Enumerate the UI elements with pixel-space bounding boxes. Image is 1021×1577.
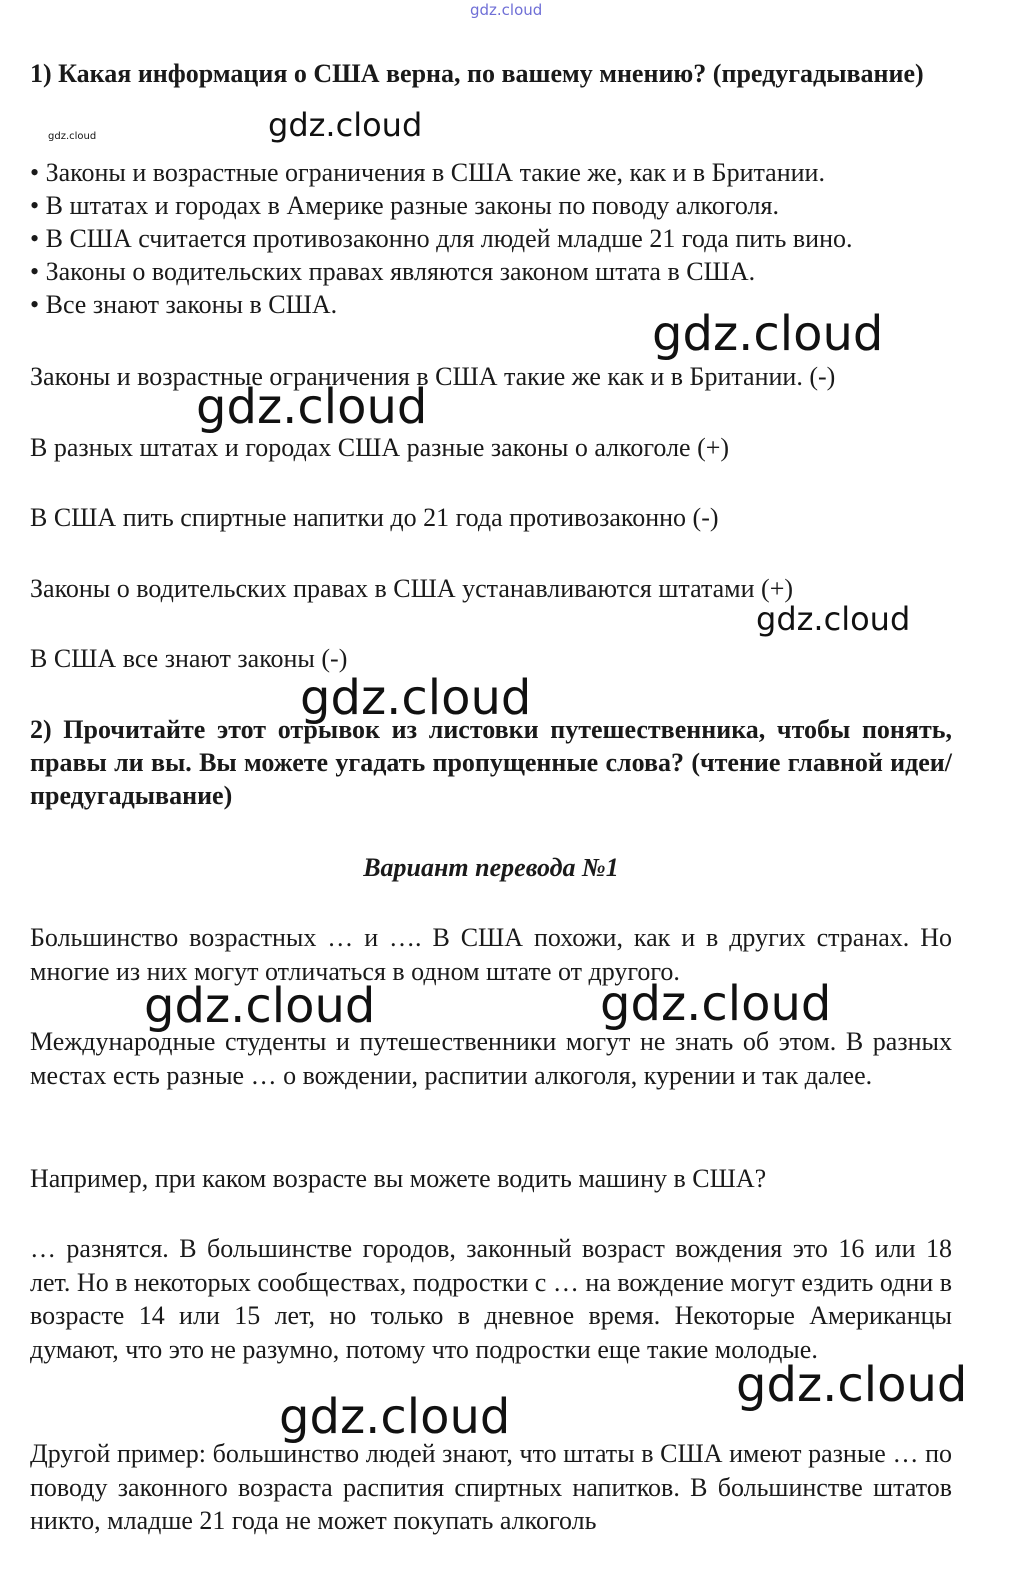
bullet-item: • Все знают законы в США. bbox=[30, 290, 338, 319]
watermark-tiny: gdz.cloud bbox=[48, 131, 97, 142]
watermark: gdz.cloud bbox=[300, 670, 532, 726]
question-1-title: 1) Какая информация о США верна, по вашему мнению? (предугадывание) bbox=[30, 59, 924, 88]
answer-line: В США все знают законы (-) bbox=[30, 644, 348, 673]
question-2-title: 2) Прочитайте этот отрывок из листовки путешественника, чтобы понять, правы ли вы. Вы можете угадать пропущенные слова? (чтение главной идеи/предугадывание) bbox=[30, 715, 952, 810]
watermark: gdz.cloud bbox=[736, 1357, 968, 1413]
translation-paragraph: Международные студенты и путешественники могут не знать об этом. В разных местах есть разные … о вождении, распитии алкоголя, курении и так далее. bbox=[30, 1027, 952, 1090]
watermark: gdz.cloud bbox=[196, 379, 428, 435]
translation-paragraph: Большинство возрастных … и …. В США похожи, как и в других странах. Но многие из них могут отличаться в одном штате от другого. bbox=[30, 923, 952, 986]
bullet-item: • В штатах и городах в Америке разные законы по поводу алкоголя. bbox=[30, 191, 779, 220]
question-1-bullets bbox=[30, 156, 952, 321]
bullet-item: • В США считается противозаконно для людей младше 21 года пить вино. bbox=[30, 224, 853, 253]
watermark: gdz.cloud bbox=[144, 978, 376, 1034]
watermark: gdz.cloud bbox=[268, 106, 423, 144]
answer-line: В разных штатах и городах США разные законы о алкоголе (+) bbox=[30, 433, 730, 462]
watermark: gdz.cloud bbox=[600, 976, 832, 1032]
watermark: gdz.cloud bbox=[279, 1389, 511, 1445]
answer-line: В США пить спиртные напитки до 21 года противозаконно (-) bbox=[30, 503, 719, 532]
translation-paragraph: Например, при каком возрасте вы можете водить машину в США? bbox=[30, 1164, 767, 1193]
answer-line: Законы и возрастные ограничения в США такие же как и в Британии. (-) bbox=[30, 362, 836, 391]
watermark-top: gdz.cloud bbox=[470, 1, 543, 19]
answer-line: Законы о водительских правах в США устанавливаются штатами (+) bbox=[30, 574, 794, 603]
watermark: gdz.cloud bbox=[756, 600, 911, 638]
watermark: gdz.cloud bbox=[652, 306, 884, 362]
translation-paragraph: … разнятся. В большинстве городов, законный возраст вождения это 16 или 18 лет. Но в некоторых сообществах, подростки с … на вождение могут ездить одни в возрасте 14 или 15 лет, но только в дневное время. Некоторые Американцы думают, что это не разумно, потому что подростки еще такие молодые. bbox=[30, 1234, 952, 1364]
translation-heading: Вариант перевода №1 bbox=[363, 853, 619, 882]
bullet-item: • Законы и возрастные ограничения в США такие же, как и в Британии. bbox=[30, 158, 825, 187]
translation-paragraph: Другой пример: большинство людей знают, что штаты в США имеют разные … по поводу законного возраста распития спиртных напитков. В большинстве штатов никто, младше 21 года не может покупать алкоголь bbox=[30, 1439, 952, 1535]
bullet-item: • Законы о водительских правах являются законом штата в США. bbox=[30, 257, 756, 286]
